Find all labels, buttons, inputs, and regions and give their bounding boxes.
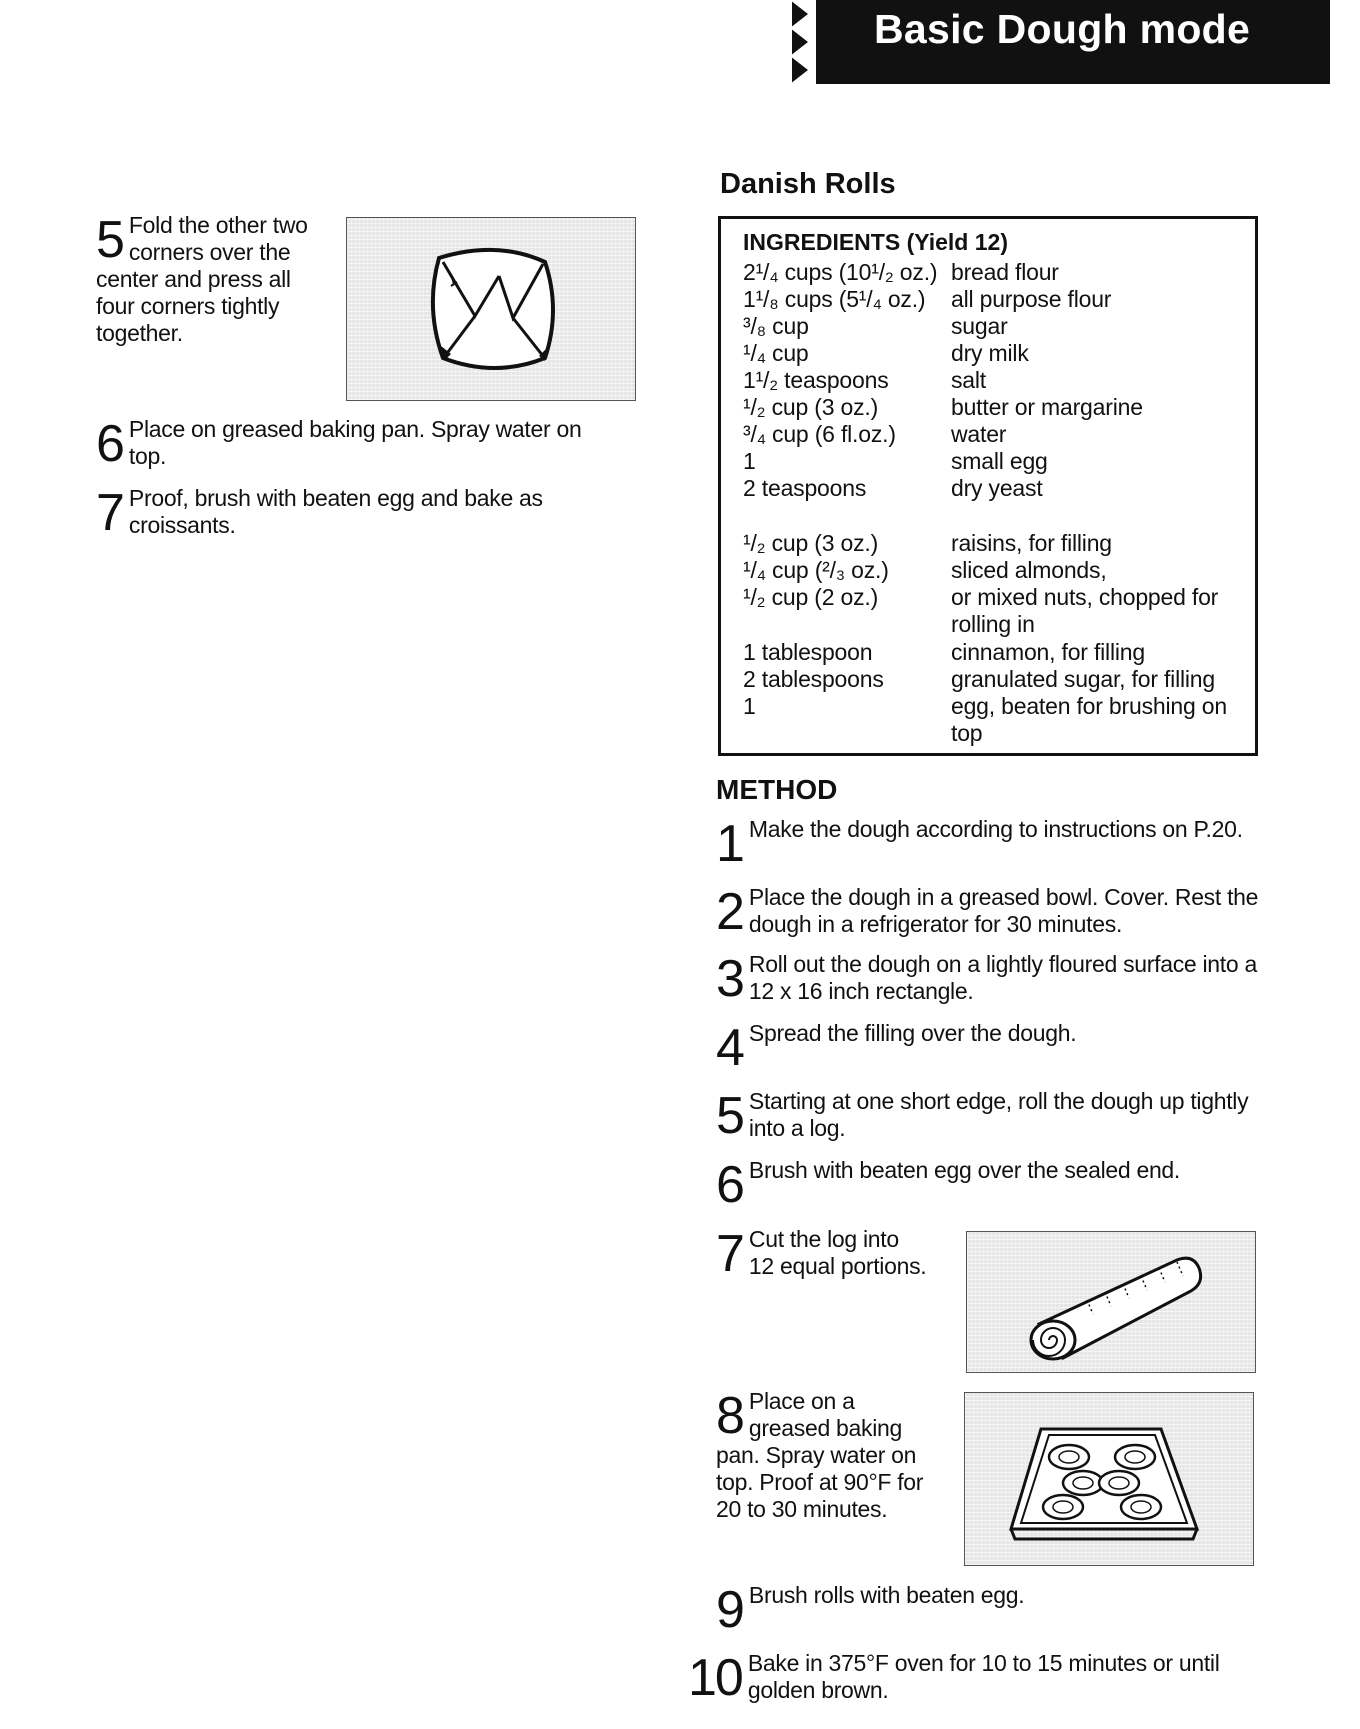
step-text: Bake in 375°F oven for 10 to 15 minutes or until golden brown. xyxy=(747,1650,1220,1703)
ingredient-item: bread flour xyxy=(951,259,1059,285)
step-text: Starting at one short edge, roll the dough up tightly into a log. xyxy=(748,1088,1249,1141)
method-step-8 xyxy=(716,1388,928,1523)
ingredient-item: cinnamon, for filling xyxy=(951,639,1145,665)
header-banner xyxy=(792,0,1330,84)
ingredient-qty: 1 xyxy=(743,693,756,719)
method-step-7 xyxy=(716,1225,928,1283)
ingredient-qty: 1¹/₂ teaspoons xyxy=(743,367,889,393)
ingredient-item: sliced almonds, xyxy=(951,557,1107,583)
ingredient-qty: ¹/₂ cup (3 oz.) xyxy=(743,530,879,556)
ingredient-qty: 2 tablespoons xyxy=(743,666,884,692)
ingredient-item: dry milk xyxy=(951,340,1029,366)
ingredient-qty: 1¹/₈ cups (5¹/₄ oz.) xyxy=(743,286,926,312)
method-step-2 xyxy=(716,883,1276,941)
step-number: 7 xyxy=(96,484,123,542)
step-number: 1 xyxy=(716,815,743,873)
step-number: 3 xyxy=(716,950,743,1008)
ingredient-qty: ¹/₄ cup xyxy=(743,340,809,366)
step-text: Roll out the dough on a lightly floured surface into a 12 x 16 inch rectangle. xyxy=(748,951,1257,1004)
page-title: Basic Dough mode xyxy=(874,6,1251,52)
step-text: Place on greased baking pan. Spray water on top. xyxy=(128,416,582,469)
ingredient-qty: ¹/₂ cup (3 oz.) xyxy=(743,394,879,420)
ingredient-item: sugar xyxy=(951,313,1008,339)
step-number: 6 xyxy=(96,415,123,473)
step-text: Spread the filling over the dough. xyxy=(748,1020,1077,1046)
ingredient-qty: 1 xyxy=(743,448,756,474)
method-step-9 xyxy=(716,1581,1276,1639)
step-number: 7 xyxy=(716,1225,743,1283)
left-step-7 xyxy=(96,484,616,542)
method-step-10 xyxy=(688,1649,1276,1707)
method-step-5 xyxy=(716,1087,1276,1145)
method-step-4 xyxy=(716,1019,1276,1077)
ingredient-item: salt xyxy=(951,367,986,393)
step-number: 5 xyxy=(96,211,123,269)
ingredient-qty: 1 tablespoon xyxy=(743,639,873,665)
ingredient-item: water xyxy=(951,421,1007,447)
ingredient-item: dry yeast xyxy=(951,475,1043,501)
ingredient-item: egg, beaten for brushing on top xyxy=(951,693,1227,746)
ingredient-item: raisins, for filling xyxy=(951,530,1112,556)
step-text: Brush rolls with beaten egg. xyxy=(748,1582,1025,1608)
step-text: Proof, brush with beaten egg and bake as croissants. xyxy=(128,485,543,538)
ingredient-qty: ³/₄ cup (6 fl.oz.) xyxy=(743,421,896,447)
step-number: 8 xyxy=(716,1387,743,1445)
ingredient-qty: 2 teaspoons xyxy=(743,475,867,501)
rolled-log-icon xyxy=(967,1232,1255,1372)
ingredient-qty: 2¹/₄ cups (10¹/₂ oz.) xyxy=(743,259,938,285)
ingredient-item: granulated sugar, for filling xyxy=(951,666,1215,692)
arrow-notch-icon xyxy=(790,0,816,84)
dough-log-illustration xyxy=(966,1231,1256,1373)
left-step-6 xyxy=(96,415,616,473)
ingredients-heading: INGREDIENTS (Yield 12) xyxy=(743,229,1008,255)
baking-pan-illustration xyxy=(964,1392,1254,1566)
ingredient-qty: ¹/₂ cup (2 oz.) xyxy=(743,584,879,610)
step-number: 5 xyxy=(716,1087,743,1145)
baking-pan-icon xyxy=(965,1393,1253,1565)
recipe-title: Danish Rolls xyxy=(720,168,896,200)
method-step-3 xyxy=(716,950,1276,1008)
ingredient-item: all purpose flour xyxy=(951,286,1112,312)
method-heading: METHOD xyxy=(716,774,838,805)
folded-dough-icon xyxy=(347,218,635,400)
step-number: 6 xyxy=(716,1156,743,1214)
ingredients-box xyxy=(718,216,1258,756)
ingredient-item: or mixed nuts, chopped for rolling in xyxy=(951,584,1219,637)
ingredient-qty: ³/₈ cup xyxy=(743,313,809,339)
step-text: Fold the other two corners over the center and press all four corners tightly together. xyxy=(96,212,308,346)
method-step-6 xyxy=(716,1156,1276,1214)
step-number: 2 xyxy=(716,883,743,941)
step-number: 10 xyxy=(688,1649,742,1707)
ingredient-qty: ¹/₄ cup (²/₃ oz.) xyxy=(743,557,889,583)
step-number: 4 xyxy=(716,1019,743,1077)
method-step-1 xyxy=(716,815,1276,873)
folded-dough-illustration xyxy=(346,217,636,401)
ingredient-item: butter or margarine xyxy=(951,394,1143,420)
step-text: Place on a greased baking pan. Spray water on top. Proof at 90°F for 20 to 30 minutes. xyxy=(716,1388,924,1522)
left-step-5 xyxy=(96,212,326,347)
step-text: Brush with beaten egg over the sealed end. xyxy=(748,1157,1181,1183)
step-text: Cut the log into 12 equal portions. xyxy=(748,1226,927,1279)
ingredient-item: small egg xyxy=(951,448,1048,474)
step-text: Place the dough in a greased bowl. Cover. Rest the dough in a refrigerator for 30 minutes. xyxy=(748,884,1259,937)
step-number: 9 xyxy=(716,1581,743,1639)
step-text: Make the dough according to instructions on P.20. xyxy=(748,816,1243,842)
